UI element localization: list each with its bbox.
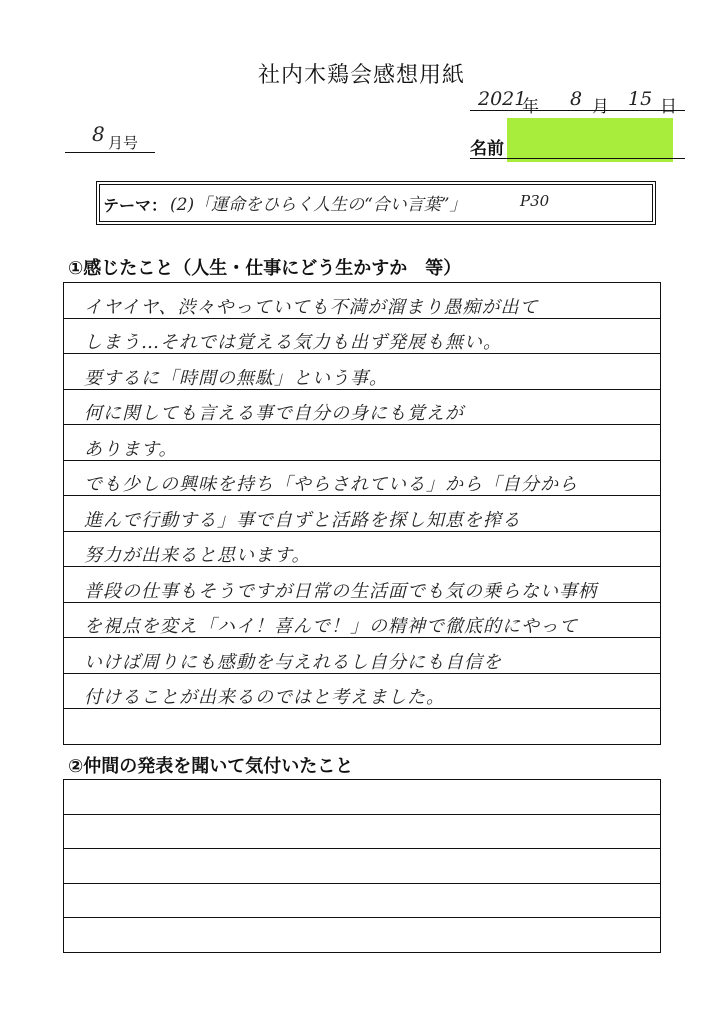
section1-line[interactable]	[63, 283, 661, 319]
section1-line[interactable]	[63, 674, 661, 710]
section1-line-text: を視点を変え「ハイ！喜んで！」の精神で徹底的にやって	[84, 616, 578, 637]
section1-line-text: いけば周りにも感動を与えれるし自分にも自信を	[84, 651, 502, 673]
section1-line[interactable]	[63, 425, 661, 461]
issue-value[interactable]: 8	[92, 122, 105, 146]
section1-line[interactable]	[63, 461, 661, 497]
section1-line-text: 要するに「時間の無駄」という事。	[84, 367, 388, 389]
section1-line-text: あります。	[84, 438, 178, 460]
section1-line-text: でも少しの興味を持ち「やらされている」から「自分から	[84, 474, 578, 495]
section1-line[interactable]	[63, 390, 661, 426]
date-underline	[470, 110, 685, 111]
date-month-value[interactable]: 8	[570, 88, 583, 110]
issue-underline	[65, 152, 155, 153]
section1-title: ①感じたこと（人生・仕事にどう生かすか 等）	[68, 258, 462, 279]
section1-line[interactable]	[63, 532, 661, 568]
section2-lines[interactable]	[63, 779, 661, 953]
date-year-value[interactable]: 2021	[478, 88, 527, 110]
section2-line[interactable]	[63, 780, 661, 815]
section1-line-text: イヤイヤ、渋々やっていても不満が溜まり愚痴が出て	[84, 296, 539, 318]
section1-line[interactable]	[63, 638, 661, 674]
theme-page[interactable]: P30	[520, 192, 550, 210]
section1-line-text: 努力が出来ると思います。	[84, 545, 311, 566]
name-redaction	[507, 118, 673, 162]
section1-line-text: しまう…それでは覚える気力も出ず発展も無い。	[84, 332, 502, 353]
section1-line[interactable]	[63, 567, 661, 603]
issue-label: 月号	[108, 134, 139, 152]
section1-line[interactable]	[63, 319, 661, 355]
name-underline	[470, 158, 685, 159]
date-day-value[interactable]: 15	[628, 88, 653, 110]
section2-line[interactable]	[63, 884, 661, 919]
date-year-label: 年	[522, 97, 539, 117]
section1-line[interactable]	[63, 354, 661, 390]
name-label: 名前	[470, 139, 504, 159]
section1-line-text: 普段の仕事もそうですが日常の生活面でも気の乗らない事柄	[84, 580, 597, 602]
section2-line[interactable]	[63, 918, 661, 953]
section1-line[interactable]	[63, 496, 661, 532]
date-month-label: 月	[592, 97, 609, 117]
section1-lines[interactable]	[63, 282, 661, 745]
date-day-label: 日	[660, 97, 677, 117]
section2-line[interactable]	[63, 815, 661, 850]
section2-title: ②仲間の発表を聞いて気付いたこと	[68, 756, 354, 777]
section1-line[interactable]	[63, 709, 661, 745]
form-title: 社内木鶏会感想用紙	[257, 63, 465, 88]
section1-line-text: 何に関しても言える事で自分の身にも覚えが	[84, 403, 464, 424]
section2-line[interactable]	[63, 849, 661, 884]
theme-label: テーマ：	[103, 196, 168, 215]
section1-line-text: 進んで行動する」事で自ずと活路を探し知恵を搾る	[84, 509, 521, 531]
section1-line-text: 付けることが出来るのではと考えました。	[84, 687, 445, 708]
section1-line[interactable]	[63, 603, 661, 639]
theme-value[interactable]: (2)「運命をひらく人生の“合い言葉”」	[170, 195, 467, 215]
